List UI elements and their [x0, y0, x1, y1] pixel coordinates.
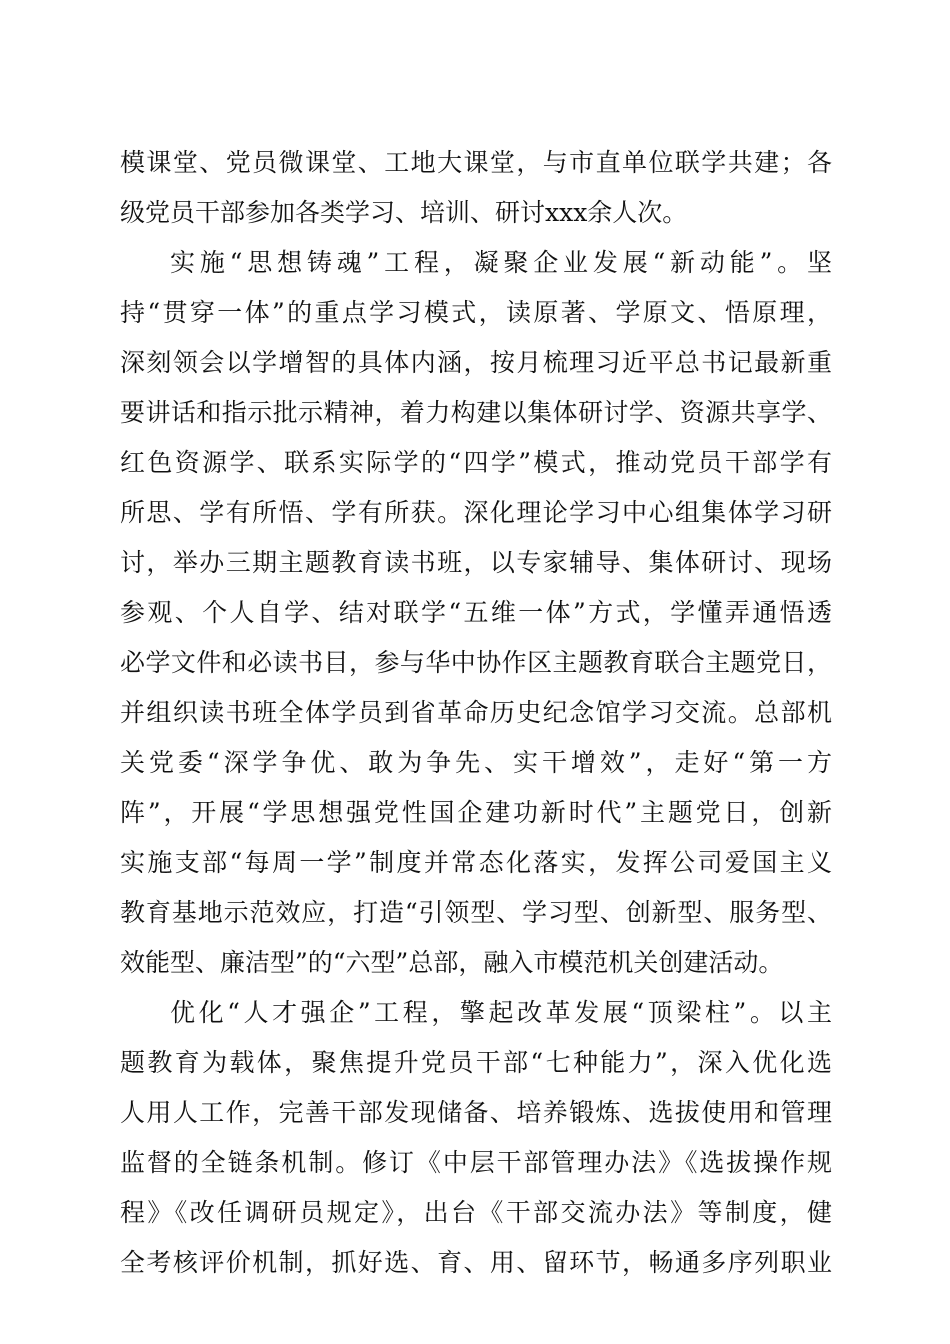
text-line: 持“贯穿一体”的重点学习模式，读原著、学原文、悟原理，: [120, 298, 832, 327]
paragraph-talent-project: [120, 988, 832, 1288]
text-line: 并组织读书班全体学员到省革命历史纪念馆学习交流。总部机: [120, 698, 832, 727]
text-line: 参观、个人自学、结对联学“五维一体”方式，学懂弄通悟透: [120, 598, 832, 627]
text-line: 要讲话和指示批示精神，着力构建以集体研讨学、资源共享学、: [120, 398, 832, 427]
document-body: [120, 138, 832, 1288]
paragraph-thought-project: [120, 238, 832, 988]
text-line: 级党员干部参加各类学习、培训、研讨xxx余人次。: [120, 198, 688, 227]
text-line: 程》《改任调研员规定》，出台《干部交流办法》等制度，健: [120, 1198, 832, 1227]
text-line: 模课堂、党员微课堂、工地大课堂，与市直单位联学共建；各: [120, 148, 832, 177]
text-line: 实施“思想铸魂”工程，凝聚企业发展“新动能”。坚: [170, 248, 832, 277]
text-line: 阵”，开展“学思想强党性国企建功新时代”主题党日，创新: [120, 798, 832, 827]
text-line: 必学文件和必读书目，参与华中协作区主题教育联合主题党日，: [120, 648, 832, 677]
text-line: 红色资源学、联系实际学的“四学”模式，推动党员干部学有: [120, 448, 832, 477]
text-line: 优化“人才强企”工程，擎起改革发展“顶梁柱”。以主: [170, 998, 832, 1027]
text-line: 全考核评价机制，抓好选、育、用、留环节，畅通多序列职业: [120, 1248, 832, 1277]
text-line: 关党委“深学争优、敢为争先、实干增效”，走好“第一方: [120, 748, 832, 777]
text-line: 人用人工作，完善干部发现储备、培养锻炼、选拔使用和管理: [120, 1098, 832, 1127]
text-line: 效能型、廉洁型”的“六型”总部，融入市模范机关创建活动。: [120, 948, 784, 977]
text-line: 监督的全链条机制。修订《中层干部管理办法》《选拔操作规: [120, 1148, 832, 1177]
text-line: 实施支部“每周一学”制度并常态化落实，发挥公司爱国主义: [120, 848, 832, 877]
text-line: 所思、学有所悟、学有所获。深化理论学习中心组集体学习研: [120, 498, 832, 527]
text-line: 题教育为载体，聚焦提升党员干部“七种能力”，深入优化选: [120, 1048, 832, 1077]
text-line: 讨，举办三期主题教育读书班，以专家辅导、集体研讨、现场: [120, 548, 832, 577]
text-line: 深刻领会以学增智的具体内涵，按月梳理习近平总书记最新重: [120, 348, 832, 377]
paragraph-continuation: [120, 138, 832, 238]
text-line: 教育基地示范效应，打造“引领型、学习型、创新型、服务型、: [120, 898, 832, 927]
